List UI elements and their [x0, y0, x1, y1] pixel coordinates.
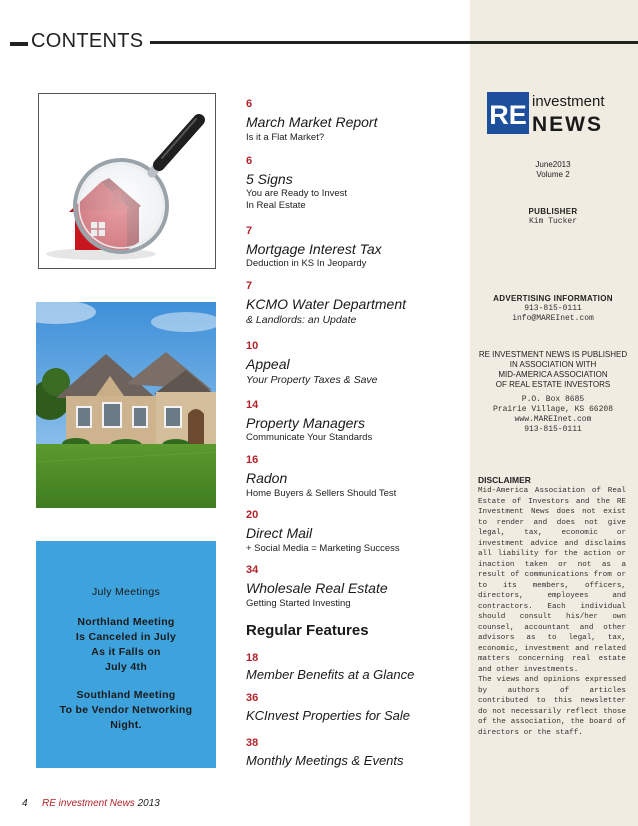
logo-investment-text: investment	[532, 93, 605, 110]
advertising-label: ADVERTISING INFORMATION	[493, 294, 613, 303]
feature-title: KCInvest Properties for Sale	[246, 708, 411, 723]
entry-page-number: 6	[246, 155, 253, 167]
publisher-name: Kim Tucker	[528, 217, 577, 226]
meeting-line: As it Falls on	[91, 646, 161, 658]
published-line: MID-AMERICA ASSOCIATION	[498, 370, 608, 379]
entry-subtitle: In Real Estate	[246, 200, 306, 211]
address-line: P.O. Box 8685	[521, 395, 585, 404]
address-line: www.MAREInet.com	[514, 415, 592, 424]
feature-page-number: 38	[246, 737, 259, 749]
issue-volume: Volume 2	[536, 170, 570, 179]
meeting-line: Southland Meeting	[76, 689, 176, 701]
entry-page-number: 6	[246, 98, 253, 110]
meeting-line: Night.	[110, 719, 142, 731]
published-line: RE INVESTMENT NEWS IS PUBLISHED	[478, 350, 628, 359]
published-line: IN ASSOCIATION WITH	[509, 360, 597, 369]
meeting-line: Northland Meeting	[77, 616, 175, 628]
entry-subtitle: + Social Media = Marketing Success	[246, 543, 400, 554]
feature-title: Monthly Meetings & Events	[246, 753, 404, 768]
magnifier-icon	[39, 94, 216, 269]
entry-subtitle: Your Property Taxes & Save	[246, 374, 378, 386]
re-investment-news-logo	[487, 92, 615, 134]
entry-page-number: 16	[246, 454, 259, 466]
entry-title: Direct Mail	[246, 525, 313, 541]
entry-title: KCMO Water Department	[246, 296, 407, 312]
entry-title: Property Managers	[246, 415, 366, 431]
entry-subtitle: Deduction in KS In Jeopardy	[246, 258, 367, 269]
regular-features-heading: Regular Features	[246, 622, 369, 639]
house-photo	[36, 302, 216, 508]
entry-page-number: 20	[246, 509, 259, 521]
entry-subtitle: Getting Started Investing	[246, 598, 351, 609]
entry-title: Appeal	[246, 356, 290, 372]
entry-page-number: 14	[246, 399, 259, 411]
entry-title: Mortgage Interest Tax	[246, 241, 382, 257]
meetings-title: July Meetings	[91, 586, 161, 598]
footer-year: 2013	[137, 798, 160, 809]
house-photo-image	[36, 302, 216, 508]
issue-date: June2013	[535, 160, 571, 169]
advertising-phone: 913-815-0111	[524, 304, 582, 313]
meeting-line: To be Vendor Networking	[59, 704, 193, 716]
disclaimer-paragraph: The views and opinions expressed by authors of articles contributed to this newsletter do not necessarily reflect those of the association, the board of directors or the staff.	[478, 676, 626, 737]
header-rule-left	[10, 42, 28, 46]
logo-news-text: NEWS	[532, 113, 603, 134]
entry-page-number: 7	[246, 280, 253, 292]
entry-subtitle: Communicate Your Standards	[246, 432, 373, 443]
disclaimer-body	[478, 486, 626, 738]
disclaimer-paragraph: Mid-America Association of Real Estate of Investors and the RE Investment News does not exist to render and does not give legal, tax, economic or investment advice and disclaims all liability for the action or inaction taken or not as a result of communications from or to its members, officers, directors, employees and contractors. Each individual should consult his/her own counsel, accountant and other advisors as to legal, tax, economic, investment and related matters concerning real estate and other investments.	[478, 487, 626, 674]
disclaimer-heading: DISCLAIMER	[478, 475, 531, 485]
entry-title: March Market Report	[246, 114, 378, 130]
header-rule-right	[150, 41, 638, 44]
publisher-label: PUBLISHER	[528, 207, 578, 216]
magnifier-house-illustration	[38, 93, 216, 269]
logo-re-text: RE	[489, 100, 527, 130]
entry-subtitle: You are Ready to Invest	[246, 188, 348, 199]
entry-subtitle: Home Buyers & Sellers Should Test	[246, 488, 397, 499]
footer-publication	[42, 798, 160, 809]
entry-subtitle: & Landlords: an Update	[246, 314, 357, 326]
feature-page-number: 18	[246, 652, 259, 664]
page-title: CONTENTS	[31, 30, 144, 52]
meeting-line: Is Canceled in July	[75, 631, 177, 643]
published-line: OF REAL ESTATE INVESTORS	[495, 380, 611, 389]
footer-publication-name: RE investment News	[42, 798, 138, 809]
meetings-notice	[36, 541, 216, 768]
entry-page-number: 7	[246, 225, 253, 237]
entry-title: Radon	[246, 470, 288, 486]
feature-title: Member Benefits at a Glance	[246, 667, 415, 682]
address-line: Prairie Village, KS 66208	[492, 405, 614, 414]
meeting-line: July 4th	[104, 661, 148, 673]
feature-page-number: 36	[246, 692, 259, 704]
entry-title: 5 Signs	[246, 171, 293, 187]
advertising-email: info@MAREInet.com	[512, 314, 594, 323]
entry-title: Wholesale Real Estate	[246, 580, 388, 596]
entry-page-number: 34	[246, 564, 259, 576]
address-line: 913-815-0111	[524, 425, 582, 434]
footer-page-number: 4	[22, 798, 28, 809]
entry-subtitle: Is it a Flat Market?	[246, 132, 325, 143]
entry-page-number: 10	[246, 340, 259, 352]
